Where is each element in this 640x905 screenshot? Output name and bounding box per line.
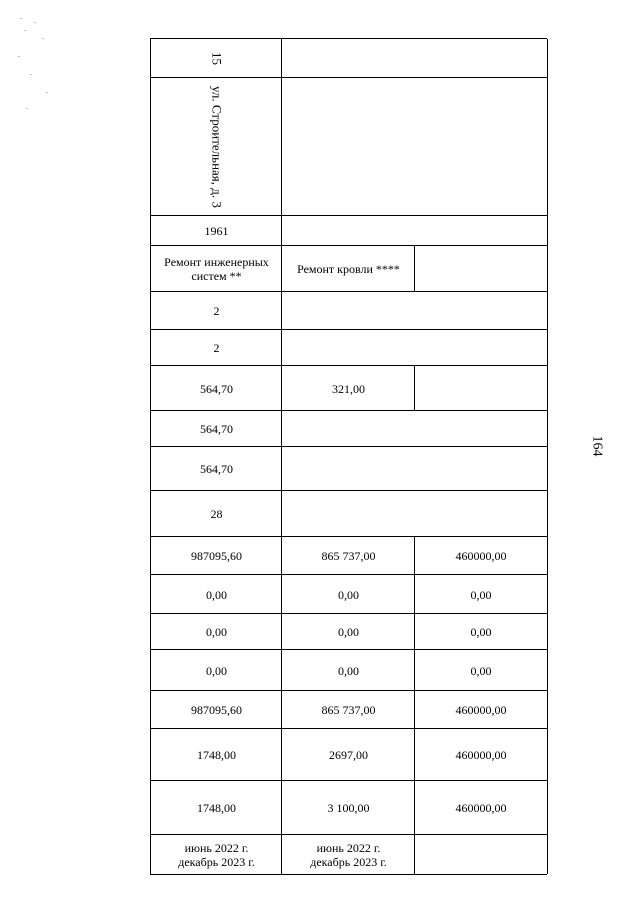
table-cell bbox=[281, 491, 548, 537]
table-cell: 0,00 bbox=[414, 614, 548, 650]
table-cell: 460000,00 bbox=[414, 781, 548, 835]
table-cell bbox=[281, 411, 548, 447]
page-number: 164 bbox=[589, 435, 605, 457]
table-cell: 987095,60 bbox=[150, 537, 282, 575]
table-cell bbox=[281, 216, 548, 246]
table-cell: ул. Строительная, д. 3 bbox=[150, 78, 282, 216]
table-row bbox=[150, 490, 547, 537]
table-cell bbox=[414, 246, 548, 292]
table-cell bbox=[281, 447, 548, 491]
table-row bbox=[150, 245, 547, 292]
table-cell: 15 bbox=[150, 39, 282, 78]
data-table bbox=[150, 38, 547, 874]
table-row bbox=[150, 329, 547, 366]
table-cell: июнь 2022 г. декабрь 2023 г. bbox=[281, 835, 415, 874]
table-cell: 0,00 bbox=[281, 614, 415, 650]
table-cell: 865 737,00 bbox=[281, 691, 415, 729]
table-cell: 1748,00 bbox=[150, 729, 282, 781]
table-cell: 460000,00 bbox=[414, 691, 548, 729]
table-cell: 0,00 bbox=[414, 575, 548, 614]
table-cell bbox=[281, 292, 548, 330]
table-cell: 2 bbox=[150, 292, 282, 330]
table-cell bbox=[414, 366, 548, 411]
table-cell: 564,70 bbox=[150, 447, 282, 491]
table-cell: июнь 2022 г. декабрь 2023 г. bbox=[150, 835, 282, 874]
table-row bbox=[150, 780, 547, 835]
table-cell: 321,00 bbox=[281, 366, 415, 411]
table-row bbox=[150, 77, 547, 216]
table-cell: 0,00 bbox=[150, 650, 282, 691]
table-cell: 2697,00 bbox=[281, 729, 415, 781]
table-cell: 0,00 bbox=[281, 650, 415, 691]
table-cell: 0,00 bbox=[150, 614, 282, 650]
table-cell bbox=[414, 835, 548, 874]
table-cell: Ремонт инженерных систем ** bbox=[150, 246, 282, 292]
table-cell: 987095,60 bbox=[150, 691, 282, 729]
table-cell: 1748,00 bbox=[150, 781, 282, 835]
table-row bbox=[150, 613, 547, 650]
table-cell: 2 bbox=[150, 330, 282, 366]
table-row bbox=[150, 410, 547, 447]
table-cell: 3 100,00 bbox=[281, 781, 415, 835]
table-cell: 460000,00 bbox=[414, 537, 548, 575]
table-cell: 460000,00 bbox=[414, 729, 548, 781]
table-row bbox=[150, 38, 547, 78]
scan-noise bbox=[16, 16, 56, 136]
table-row bbox=[150, 690, 547, 729]
table-row bbox=[150, 728, 547, 781]
table-cell: 865 737,00 bbox=[281, 537, 415, 575]
table-cell: 0,00 bbox=[414, 650, 548, 691]
table-row bbox=[150, 446, 547, 491]
table-row bbox=[150, 215, 547, 246]
table-cell bbox=[281, 39, 548, 78]
table-cell: 564,70 bbox=[150, 366, 282, 411]
table-cell bbox=[281, 330, 548, 366]
table-cell: 1961 bbox=[150, 216, 282, 246]
table-cell: 564,70 bbox=[150, 411, 282, 447]
table-cell: 0,00 bbox=[281, 575, 415, 614]
table-cell: 0,00 bbox=[150, 575, 282, 614]
table-cell bbox=[281, 78, 548, 216]
table-row bbox=[150, 291, 547, 330]
table-cell: Ремонт кровли **** bbox=[281, 246, 415, 292]
table-row bbox=[150, 649, 547, 691]
table-cell: 28 bbox=[150, 491, 282, 537]
table-row bbox=[150, 536, 547, 575]
table-row bbox=[150, 834, 547, 875]
table-row bbox=[150, 574, 547, 614]
table-row bbox=[150, 365, 547, 411]
